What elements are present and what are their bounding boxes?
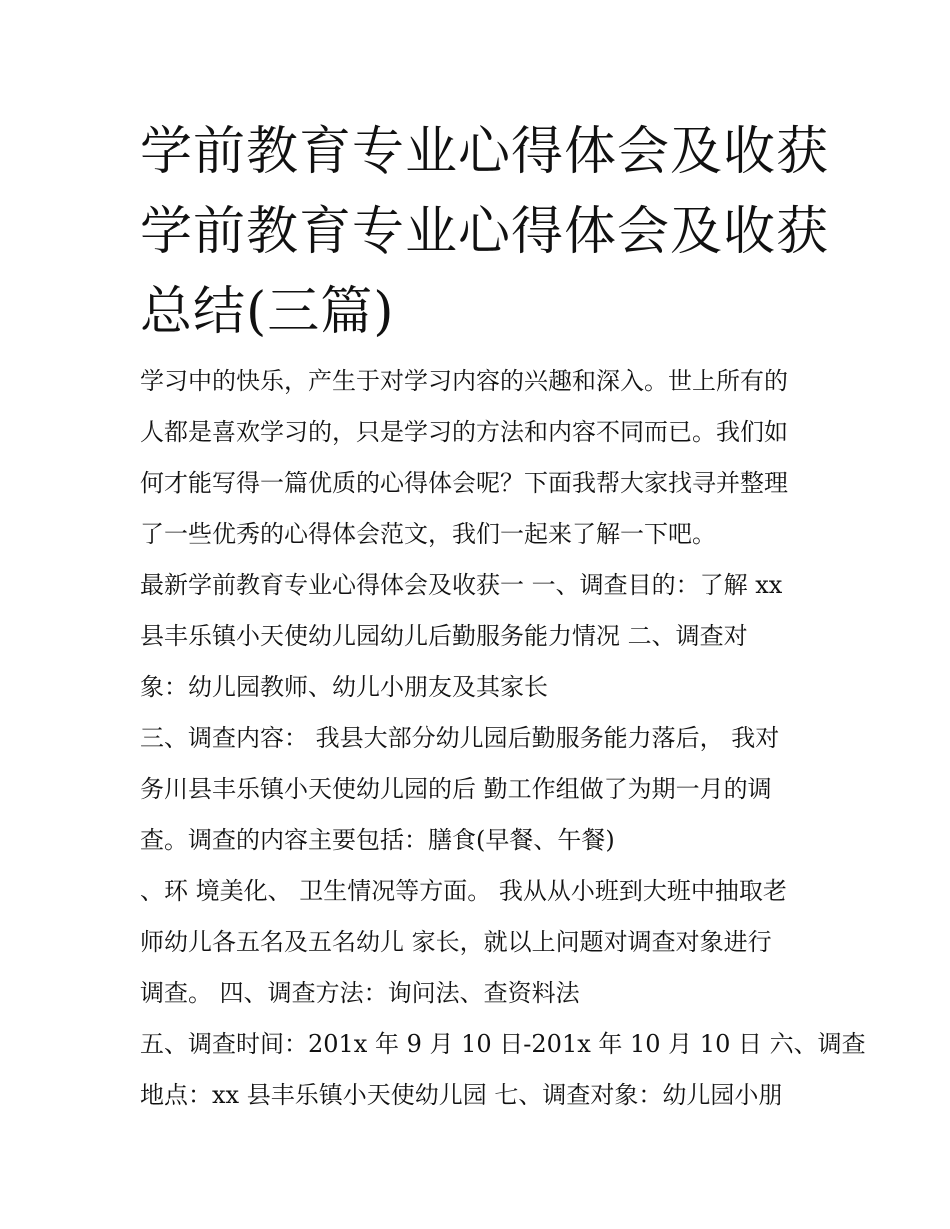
body-line: 五、调查时间：201x 年 9 月 10 日-201x 年 10 月 10 日 六、调查 bbox=[140, 1030, 866, 1058]
title-line: 学前教育专业心得体会及收获 bbox=[140, 122, 830, 182]
document-title bbox=[140, 112, 830, 352]
body-line: 、环 境美化、 卫生情况等方面。 我从从小班到大班中抽取老 bbox=[140, 877, 787, 905]
body-line: 象：幼儿园教师、幼儿小朋友及其家长 bbox=[140, 673, 548, 701]
body-line: 学习中的快乐，产生于对学习内容的兴趣和深入。世上所有的 bbox=[140, 367, 788, 395]
body-line: 县丰乐镇小天使幼儿园幼儿后勤服务能力情况 二、调查对 bbox=[140, 622, 748, 650]
body-line: 查。调查的内容主要包括：膳食(早餐、午餐) bbox=[140, 826, 615, 854]
body-line: 地点：xx 县丰乐镇小天使幼儿园 七、调查对象：幼儿园小朋 bbox=[140, 1081, 783, 1109]
body-line: 三、调查内容： 我县大部分幼儿园后勤服务能力落后， 我对 bbox=[140, 724, 780, 752]
body-line: 何才能写得一篇优质的心得体会呢？下面我帮大家找寻并整理 bbox=[140, 469, 788, 497]
body-line: 师幼儿各五名及五名幼儿 家长，就以上问题对调查对象进行 bbox=[140, 928, 772, 956]
title-line: 学前教育专业心得体会及收获 bbox=[140, 202, 830, 262]
body-line: 务川县丰乐镇小天使幼儿园的后 勤工作组做了为期一月的调 bbox=[140, 775, 772, 803]
body-line: 最新学前教育专业心得体会及收获一 一、调查目的：了解 xx bbox=[140, 571, 783, 599]
document-body bbox=[140, 356, 866, 1121]
title-line: 总结(三篇) bbox=[140, 282, 395, 342]
body-line: 了一些优秀的心得体会范文，我们一起来了解一下吧。 bbox=[140, 520, 716, 548]
body-line: 调查。 四、调查方法：询问法、查资料法 bbox=[140, 979, 580, 1007]
body-line: 人都是喜欢学习的，只是学习的方法和内容不同而已。我们如 bbox=[140, 418, 788, 446]
